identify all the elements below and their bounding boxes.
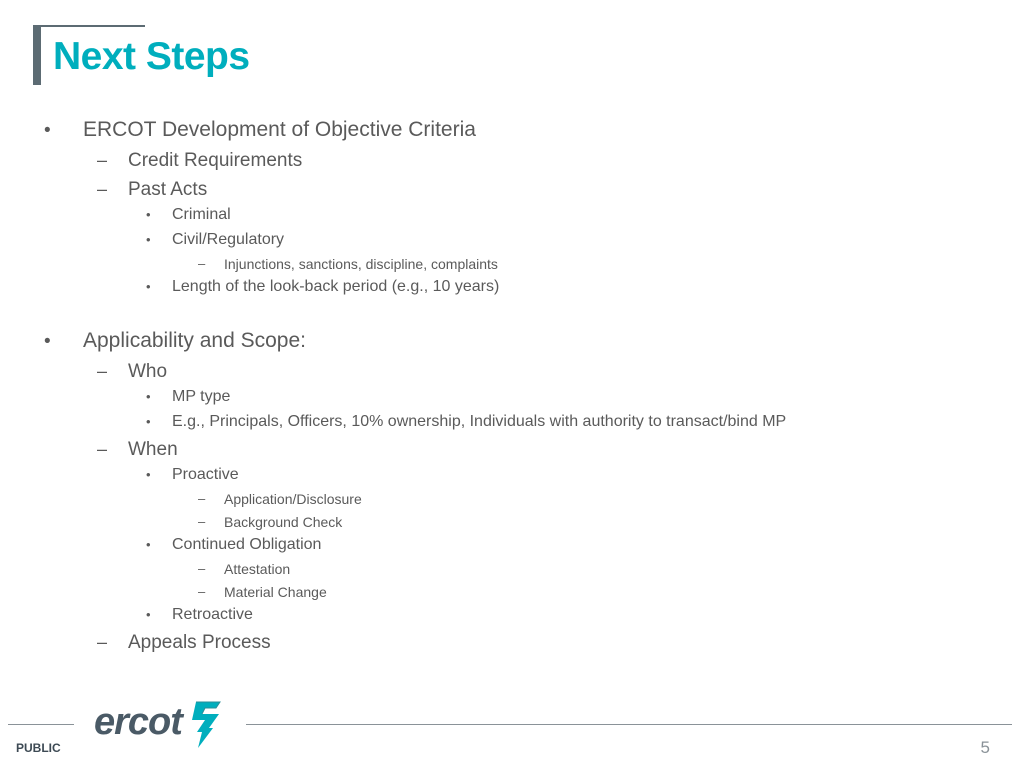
classification-label: PUBLIC: [16, 741, 61, 755]
dash-marker: –: [97, 361, 108, 381]
title-top-rule: [33, 25, 145, 27]
bullet-marker: •: [146, 207, 151, 222]
page-number: 5: [980, 738, 990, 757]
list-item-application-disclosure: Application/Disclosure: [224, 491, 362, 507]
list-item-credit-requirements: Credit Requirements: [128, 150, 303, 171]
footer-rule-left: [8, 724, 74, 725]
dash-marker: –: [97, 632, 108, 652]
section-heading-applicability: Applicability and Scope:: [83, 329, 306, 352]
list-item-material-change: Material Change: [224, 584, 327, 600]
lightning-bolt-icon: [192, 702, 220, 748]
title-accent-bar: [33, 25, 41, 85]
list-item-attestation: Attestation: [224, 561, 291, 577]
list-item-appeals-process: Appeals Process: [128, 632, 271, 653]
list-item-who: Who: [128, 361, 168, 382]
list-item-proactive: Proactive: [172, 466, 239, 483]
dash-marker: –: [198, 256, 206, 271]
dash-marker: –: [198, 514, 206, 529]
list-item-look-back: Length of the look-back period (e.g., 10 years): [172, 278, 500, 295]
dash-marker: –: [198, 491, 206, 506]
list-item-continued-obligation: Continued Obligation: [172, 536, 322, 553]
ercot-logo: [92, 698, 232, 752]
dash-marker: –: [198, 584, 206, 599]
list-item-civil-regulatory: Civil/Regulatory: [172, 231, 285, 248]
slide-title: Next Steps: [53, 35, 250, 78]
list-item-retroactive: Retroactive: [172, 606, 253, 623]
bullet-marker: •: [146, 414, 151, 429]
list-item-when: When: [128, 439, 178, 460]
bullet-marker: •: [146, 537, 151, 552]
list-item-principals: E.g., Principals, Officers, 10% ownership, Individuals with authority to transact/bind MP: [172, 413, 787, 430]
bullet-marker: •: [146, 389, 151, 404]
bullet-marker: •: [44, 120, 51, 141]
dash-marker: –: [97, 439, 108, 459]
list-item-past-acts: Past Acts: [128, 179, 208, 200]
dash-marker: –: [97, 179, 108, 199]
bullet-marker: •: [146, 467, 151, 482]
list-item-background-check: Background Check: [224, 514, 343, 530]
logo-wordmark: ercot: [94, 701, 182, 743]
footer-rule-right: [246, 724, 1012, 725]
dash-marker: –: [198, 561, 206, 576]
bullet-marker: •: [146, 607, 151, 622]
bullet-marker: •: [146, 279, 151, 294]
list-item-criminal: Criminal: [172, 206, 231, 223]
section-heading-criteria: ERCOT Development of Objective Criteria: [83, 118, 476, 141]
bullet-marker: •: [146, 232, 151, 247]
bullet-marker: •: [44, 331, 51, 352]
list-item-injunctions: Injunctions, sanctions, discipline, complaints: [224, 256, 498, 272]
dash-marker: –: [97, 150, 108, 170]
list-item-mp-type: MP type: [172, 388, 231, 405]
